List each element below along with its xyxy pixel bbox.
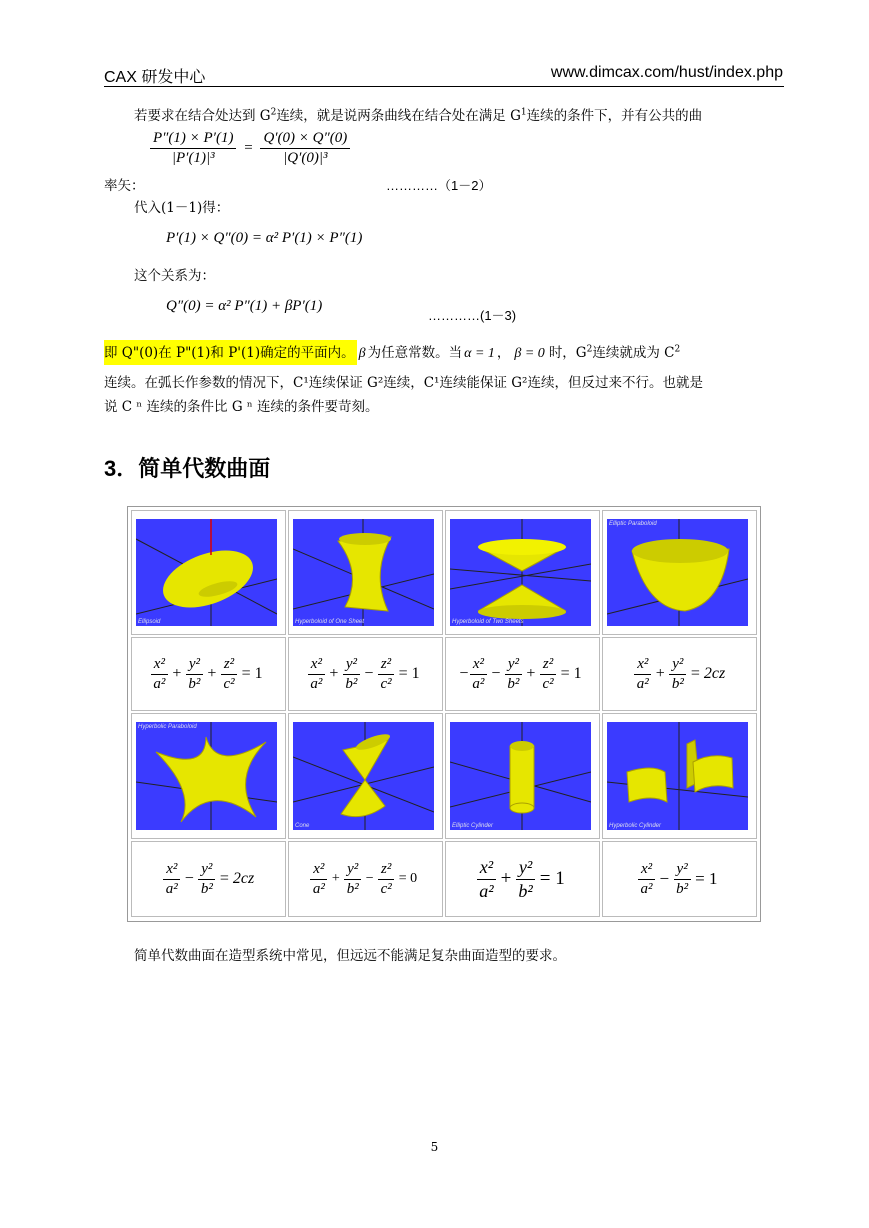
eq13-tag: …………(1－3) <box>428 308 517 323</box>
para2-line3: 说 C ⁿ 连续的条件比 G ⁿ 连续的条件要苛刻。 <box>104 399 379 415</box>
formula-text: $\frac{\text{x²}}{\text{a²}}$ + $\frac{\text{y²}}{\text{b²}}$ − $\frac{\text{z²}}{\text{c²}}$ = 0 <box>289 842 442 916</box>
header-rule <box>104 86 784 87</box>
hyperbolic-cylinder-plot <box>607 722 748 830</box>
subst-line: 代入(1－1)得： <box>134 200 230 216</box>
formula-text: $\frac{\text{x²}}{\text{a²}}$ + $\frac{\text{y²}}{\text{b²}}$ = 2cz <box>603 638 756 710</box>
header-left: CAX 研发中心 <box>104 69 206 86</box>
page-number: 5 <box>430 1140 439 1154</box>
highlighted-text: 即 Q"(0)在 P"(1)和 P'(1)确定的平面内。 <box>104 340 357 365</box>
formula-hyperbolic-paraboloid <box>131 841 286 917</box>
caption: Ellipsoid <box>138 619 161 625</box>
section-heading: 3．简单代数曲面 <box>104 456 271 481</box>
cone-plot <box>293 722 434 830</box>
hyperbolic-paraboloid-plot <box>136 722 277 830</box>
surface-cell-cone <box>288 713 443 839</box>
formula-hyperboloid-one <box>288 637 443 711</box>
eq12-tag: …………（1－2） <box>386 178 492 193</box>
caption: Hyperbolic Cylinder <box>609 823 662 829</box>
relation-line: 这个关系为： <box>134 268 215 284</box>
caption: Elliptic Paraboloid <box>609 521 657 527</box>
formula-text: $\frac{\text{x²}}{\text{a²}}$ + $\frac{\text{y²}}{\text{b²}}$ − $\frac{\text{z²}}{\text{c²}}$ = 1 <box>289 638 442 710</box>
elliptic-paraboloid-plot <box>607 519 748 626</box>
formula-text: $\frac{\text{x²}}{\text{a²}}$ − $\frac{\text{y²}}{\text{b²}}$ = 1 <box>603 842 756 916</box>
hyperboloid-two-plot <box>450 519 591 626</box>
formula-hyperboloid-two <box>445 637 600 711</box>
surface-cell-hyperbolic-paraboloid <box>131 713 286 839</box>
surface-cell-hyperboloid-one <box>288 510 443 635</box>
header-right: www.dimcax.com/hust/index.php <box>550 64 783 81</box>
formula-text: − $\frac{\text{x²}}{\text{a²}}$ − $\frac{\text{y²}}{\text{b²}}$ + $\frac{\text{z²}}{\text{c²}}$ = 1 <box>459 655 582 692</box>
hyperboloid-one-plot <box>293 519 434 626</box>
caption: Hyperbolic Paraboloid <box>138 724 197 730</box>
formula-hyperbolic-cylinder <box>602 841 757 917</box>
formula-elliptic-paraboloid <box>602 637 757 711</box>
caption: Cone <box>295 823 310 829</box>
formula-text: $\frac{\text{x²}}{\text{a²}}$ + $\frac{\text{y²}}{\text{b²}}$ + $\frac{\text{z²}}{\text{c²}}$ = 1 <box>132 638 285 710</box>
para2-line2: 连续。在弧长作参数的情况下，C¹连续保证 G²连续，C¹连续能保证 G²连续，但反过来不行。也就是 <box>104 375 703 391</box>
surface-table <box>127 506 761 922</box>
surface-cell-ellipsoid <box>131 510 286 635</box>
para2-line1: 即 Q"(0)在 P"(1)和 P'(1)确定的平面内。 β 为任意常数。当 α = 1 ， β = 0 时，$G^2$连续就成为 $C^2$ <box>104 340 680 366</box>
surface-cell-elliptic-cylinder <box>445 713 600 839</box>
para1-tail: 率矢： <box>104 178 145 194</box>
surface-cell-elliptic-paraboloid <box>602 510 757 635</box>
closing-paragraph: 简单代数曲面在造型系统中常见，但远远不能满足复杂曲面造型的要求。 <box>134 948 566 964</box>
formula-text: $\frac{\text{x²}}{\text{a²}}$ + $\frac{\text{y²}}{\text{b²}}$ = 1 <box>446 842 599 916</box>
formula-elliptic-cylinder <box>445 841 600 917</box>
caption: Elliptic Cylinder <box>452 823 494 829</box>
surface-cell-hyperboloid-two <box>445 510 600 635</box>
equation-subst: P′(1) × Q″(0) = α² P′(1) × P″(1) <box>166 230 363 246</box>
equation-1-2: $\frac{P''(1) \times P'(1)}{\text{|P′(1)|³}}$ = $\frac{Q'(0) \times Q''(0)}{\text{|Q′(0)|³}}$ <box>150 130 350 167</box>
equation-1-3: Q″(0) = α² P″(1) + βP′(1) <box>166 298 323 314</box>
surface-cell-hyperbolic-cylinder <box>602 713 757 839</box>
caption: Hyperboloid of One Sheet <box>295 619 365 625</box>
formula-cone <box>288 841 443 917</box>
formula-text: $\frac{\text{x²}}{\text{a²}}$ − $\frac{\text{y²}}{\text{b²}}$ = 2cz <box>132 842 285 916</box>
elliptic-cylinder-plot <box>450 722 591 830</box>
caption: Hyperboloid of Two Sheets <box>452 619 524 625</box>
para1: 若要求在结合处达到 $G^2$连续，就是说两条曲线在结合处在满足 $G^1$连续的条件下，并有公共的曲 <box>134 107 703 124</box>
ellipsoid-plot <box>136 519 277 626</box>
formula-ellipsoid <box>131 637 286 711</box>
